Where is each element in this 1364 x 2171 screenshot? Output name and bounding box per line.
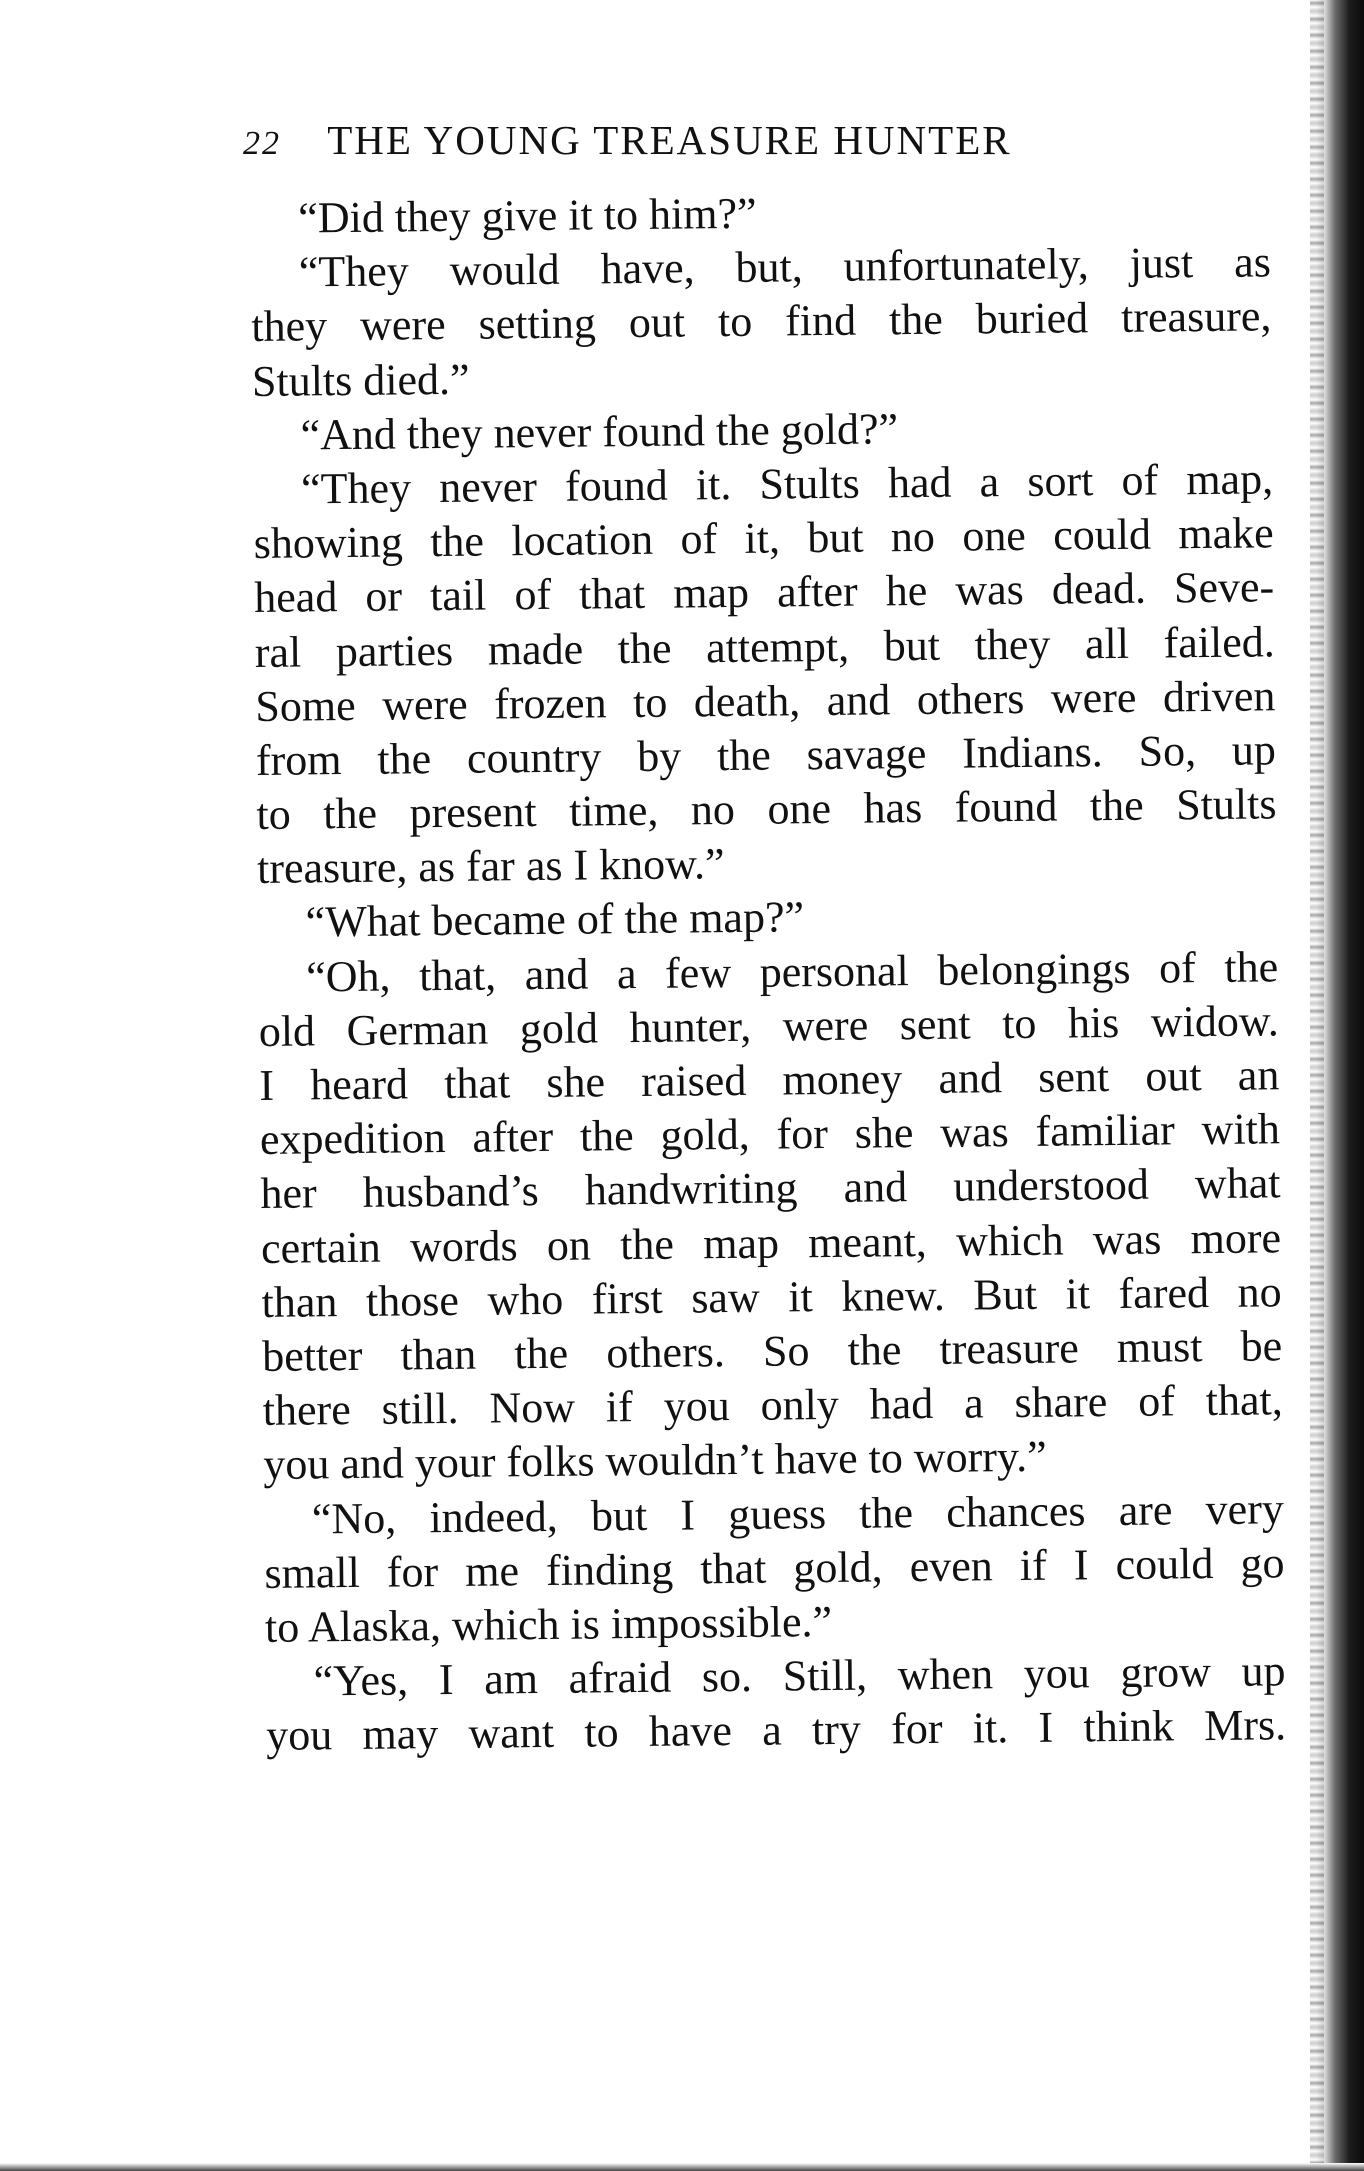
text-line: than those who first saw it knew. But it fared no — [261, 1267, 1282, 1327]
text-line: from the country by the savage Indians. So, up — [255, 725, 1277, 785]
running-head — [243, 112, 1163, 168]
text-line: treasure, as far as I know.” — [256, 839, 725, 894]
text-line: there still. Now if you only had a share of that, — [262, 1375, 1283, 1436]
book-title: THE YOUNG TREASURE HUNTER — [327, 117, 1012, 163]
page-bottom-edge — [0, 2163, 1364, 2171]
binding-shadow — [1310, 0, 1324, 2171]
text-line: “And they never found the gold?” — [300, 403, 899, 460]
text-line: her husband’s handwriting and understood what — [260, 1158, 1281, 1219]
text-line: “Did they give it to him?” — [298, 188, 757, 243]
text-line: “They never found it. Stults had a sort of map, — [300, 454, 1274, 514]
text-line: to Alaska, which is impossible.” — [264, 1596, 833, 1652]
text-line: Stults died.” — [251, 354, 470, 406]
text-line: I heard that she raised money and sent out an — [259, 1050, 1280, 1110]
text-line: small for me finding that gold, even if I could go — [264, 1537, 1285, 1598]
text-line: to the present time, no one has found the Stults — [256, 779, 1277, 840]
text-line: showing the location of it, but no one could make — [253, 508, 1274, 569]
text-line: better than the others. So the treasure must be — [261, 1321, 1283, 1381]
text-line: ral parties made the attempt, but they all failed. — [254, 616, 1276, 677]
text-line: Some were frozen to death, and others were driven — [255, 670, 1276, 731]
text-line: “Yes, I am afraid so. Still, when you grow up — [313, 1646, 1286, 1706]
text-line: expedition after the gold, for she was familiar with — [259, 1104, 1281, 1165]
text-line: “Oh, that, and a few personal belongings of the — [305, 941, 1279, 1002]
text-line: you may want to have a try for it. I think Mrs. — [265, 1700, 1287, 1761]
body-text — [250, 181, 1286, 1763]
text-line: you and your folks wouldn’t have to worry.” — [263, 1432, 1047, 1490]
text-line: certain words on the map meant, which was more — [260, 1212, 1282, 1273]
text-line: they were setting out to find the buried treasure, — [251, 291, 1272, 352]
text-line: “They would have, but, unfortunately, just as — [298, 237, 1272, 297]
text-line: head or tail of that map after he was dead. Seve- — [253, 562, 1275, 623]
text-line: old German gold hunter, were sent to his widow. — [258, 996, 1279, 1056]
text-line: “No, indeed, but I guess the chances are very — [311, 1483, 1285, 1543]
text-line: “What became of the map?” — [305, 892, 805, 947]
page-number: 22 — [243, 125, 281, 162]
